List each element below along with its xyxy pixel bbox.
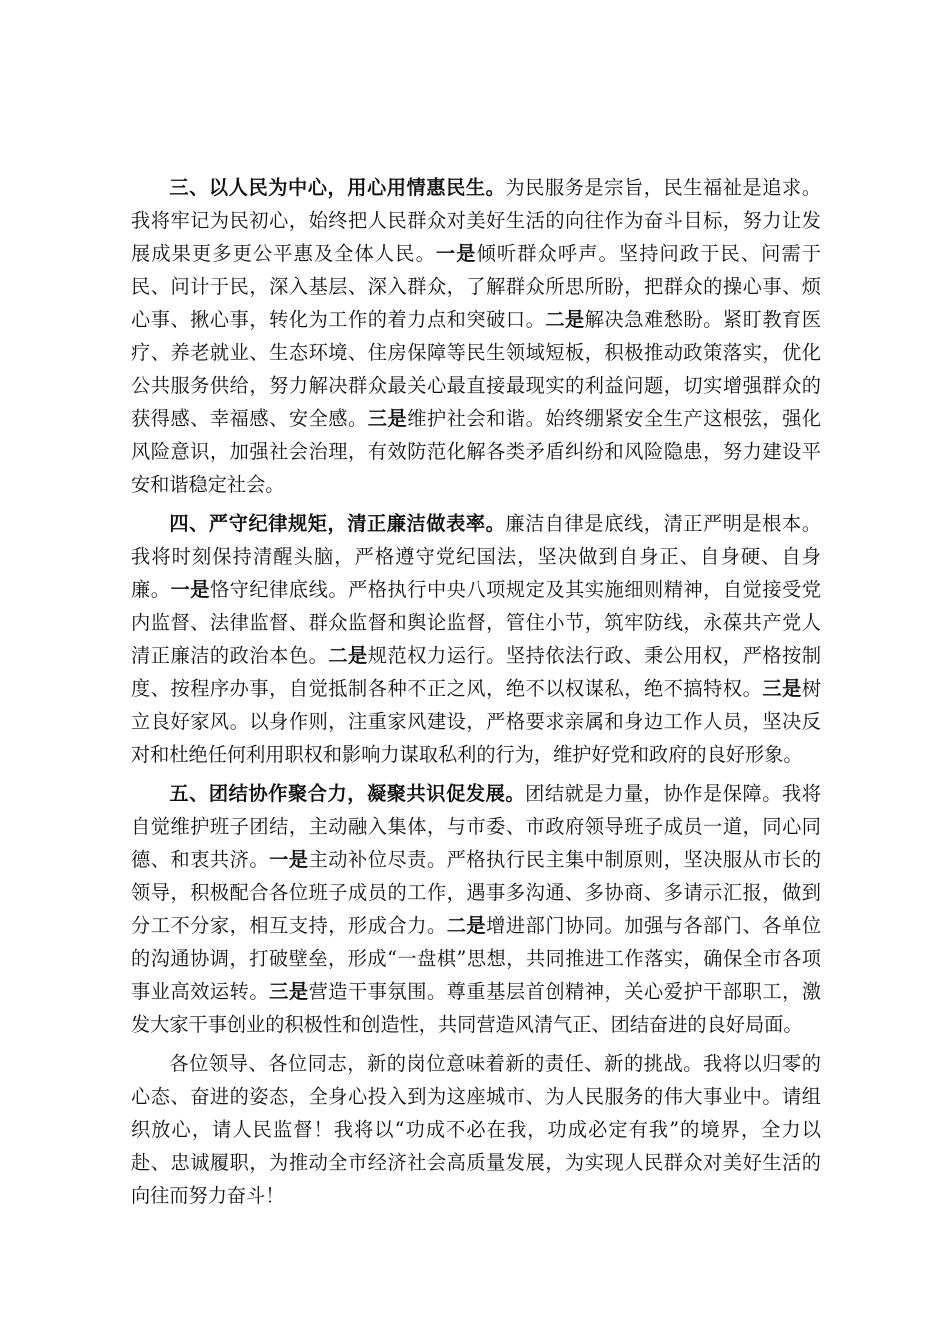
paragraph-text: 恪守纪律底线。严格执行中央八项规定及其实施细则精神，自觉接受党内监督、法律监督、群众监督和舆论监督，管住小节，筑牢防线，永葆共产党人清正廉洁的政治本色。 bbox=[131, 578, 822, 667]
item-marker: 一是 bbox=[170, 578, 210, 601]
paragraph-text: 维护社会和谐。始终绷紧安全生产这根弦，强化风险意识，加强社会治理，有效防范化解各类矛盾纠纷和风险隐患，努力建设平安和谐稳定社会。 bbox=[131, 407, 822, 496]
item-marker: 一是 bbox=[435, 242, 477, 265]
item-marker: 三是 bbox=[762, 677, 802, 700]
paragraph-text: 解决急难愁盼。紧盯教育医疗、养老就业、生态环境、住房保障等民生领域短板，积极推动政策落实，优化公共服务供给，努力解决群众最关心最直接最现实的利益问题，切实增强群众的获得感、幸福感、安全感。 bbox=[131, 308, 822, 430]
item-marker: 一是 bbox=[269, 848, 309, 871]
paragraph-text: 主动补位尽责。严格执行民主集中制原则，坚决服从市长的领导，积极配合各位班子成员的工作，遇事多沟通、多协商、多请示汇报，做到分工不分家，相互支持，形成合力。 bbox=[131, 848, 822, 937]
paragraph-text: 廉洁自律是底线，清正严明是根本。我将时刻保持清醒头脑，严格遵守党纪国法，坚决做到自身正、自身硬、自身廉。 bbox=[131, 512, 822, 601]
paragraph-people-centered bbox=[131, 171, 821, 501]
paragraph-text: 营造干事氛围。尊重基层首创精神，关心爱护干部职工，激发大家干事创业的积极性和创造性，共同营造风清气正、团结奋进的良好局面。 bbox=[131, 980, 822, 1036]
paragraph-text: 树立良好家风。以身作则，注重家风建设，严格要求亲属和身边工作人员，坚决反对和杜绝任何利用职权和影响力谋取私利的行为，维护好党和政府的良好形象。 bbox=[131, 677, 822, 766]
item-marker: 三是 bbox=[367, 407, 408, 430]
paragraph-closing bbox=[131, 1047, 821, 1212]
paragraph-heading: 五、团结协作聚合力，凝聚共识促发展。 bbox=[169, 782, 526, 805]
paragraph-text: 增进部门协同。加强与各部门、各单位的沟通协调，打破壁垒，形成“一盘棋”思想，共同推进工作落实，确保全市各项事业高效运转。 bbox=[131, 914, 822, 1003]
paragraph-text: 各位领导、各位同志，新的岗位意味着新的责任、新的挑战。我将以归零的心态、奋进的姿态，全身心投入到为这座城市、为人民服务的伟大事业中。请组织放心，请人民监督！我将以“功成不必在我，功成必定有我”的境界，全力以赴、忠诚履职，为推动全市经济社会高质量发展，为实现人民群众对美好生活的向往而努力奋斗！ bbox=[131, 1052, 821, 1207]
paragraph-heading: 三、以人民为中心，用心用情惠民生。 bbox=[169, 176, 506, 199]
paragraph-unity bbox=[131, 777, 821, 1041]
paragraph-text: 规范权力运行。坚持依法行政、秉公用权，严格按制度、按程序办事，自觉抵制各种不正之风，绝不以权谋私，绝不搞特权。 bbox=[131, 644, 822, 700]
item-marker: 二是 bbox=[545, 308, 585, 331]
item-marker: 二是 bbox=[446, 914, 487, 937]
paragraph-text: 团结就是力量，协作是保障。我将自觉维护班子团结，主动融入集体，与市委、市政府领导班子成员一道，同心同德、和衷共济。 bbox=[131, 782, 822, 871]
document-body bbox=[131, 171, 821, 1212]
paragraph-text: 倾听群众呼声。坚持问政于民、问需于民、问计于民，深入基层、深入群众，了解群众所思所盼，把群众的操心事、烦心事、揪心事，转化为工作的着力点和突破口。 bbox=[131, 242, 822, 331]
paragraph-discipline bbox=[131, 507, 821, 771]
item-marker: 三是 bbox=[269, 980, 309, 1003]
paragraph-heading: 四、严守纪律规矩，清正廉洁做表率。 bbox=[169, 512, 506, 535]
item-marker: 二是 bbox=[328, 644, 368, 667]
paragraph-text: 为民服务是宗旨，民生福祉是追求。我将牢记为民初心，始终把人民群众对美好生活的向往作为奋斗目标，努力让发展成果更多更公平惠及全体人民。 bbox=[131, 176, 822, 265]
